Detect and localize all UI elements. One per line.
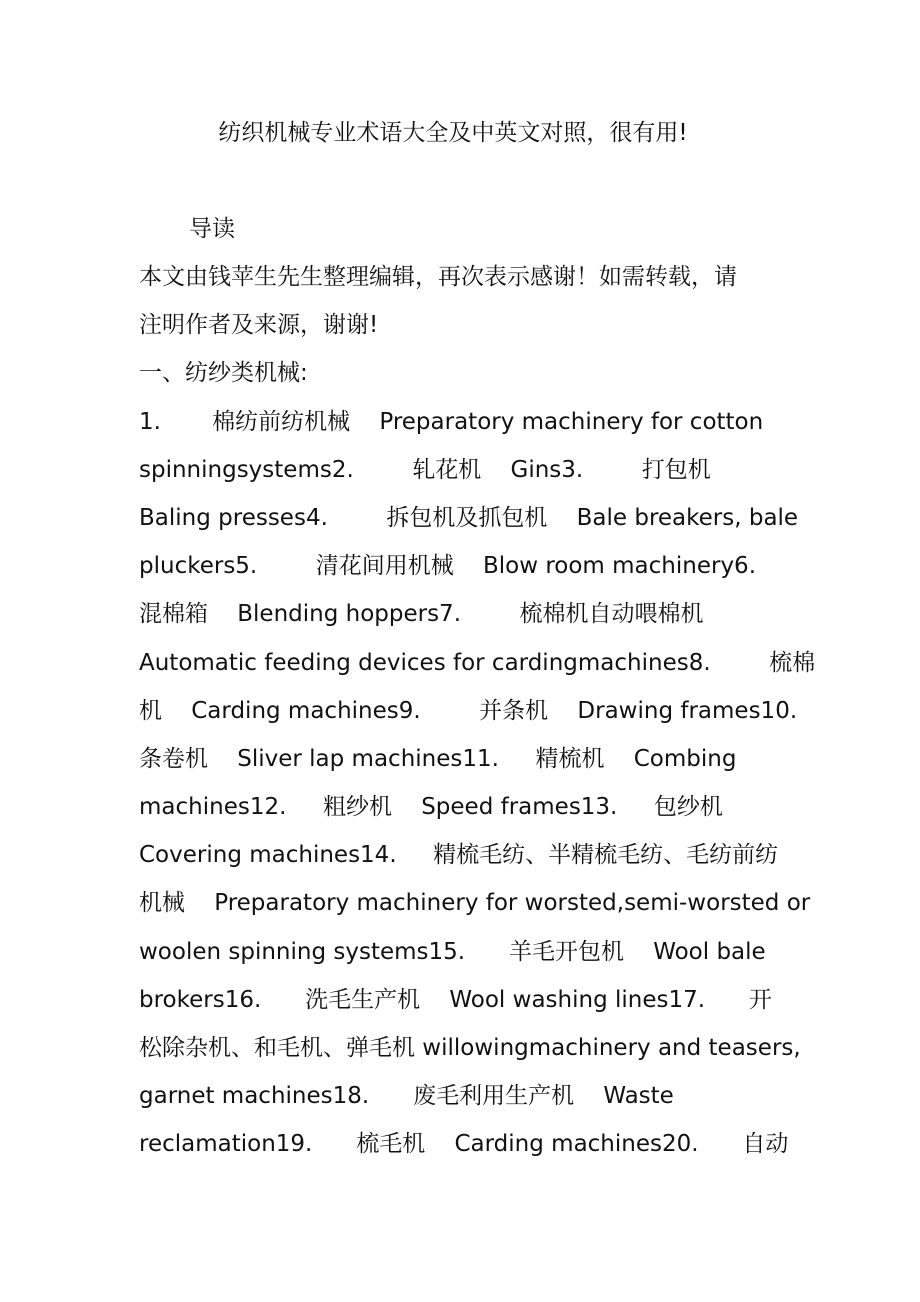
section-heading: 一、纺纱类机械: <box>139 360 308 387</box>
body-line: 条卷机 Sliver lap machines11. 精梳机 Combing <box>139 745 737 772</box>
body-line: reclamation19. 梳毛机 Carding machines20. 自动 <box>139 1131 789 1158</box>
intro-heading: 导读 <box>189 216 235 242</box>
body-line: 本文由钱苹生先生整理编辑，再次表示感谢！如需转载，请 <box>139 264 737 290</box>
body-line: spinningsystems2. 轧花机 Gins3. 打包机 <box>139 456 711 483</box>
body-line: woolen spinning systems15. 羊毛开包机 Wool bale <box>139 938 766 965</box>
body-line: Covering machines14. 精梳毛纺、半精梳毛纺、毛纺前纺 <box>139 842 779 869</box>
body-line: garnet machines18. 废毛利用生产机 Waste <box>139 1083 674 1110</box>
body-line: 1. 棉纺前纺机械 Preparatory machinery for cotton <box>139 408 764 435</box>
body-line: brokers16. 洗毛生产机 Wool washing lines17. 开 <box>139 986 772 1013</box>
body-line: 混棉箱 Blending hoppers7. 梳棉机自动喂棉机 <box>139 601 704 628</box>
body-line: 机械 Preparatory machinery for worsted,semi-worsted or <box>139 890 811 917</box>
body-line: 机 Carding machines9. 并条机 Drawing frames10. <box>139 697 798 724</box>
body-line: machines12. 粗纱机 Speed frames13. 包纱机 <box>139 794 723 821</box>
body-line: 注明作者及来源，谢谢! <box>139 312 379 339</box>
body-line: pluckers5. 清花间用机械 Blow room machinery6. <box>139 553 757 580</box>
body-line: Baling presses4. 拆包机及抓包机 Bale breakers, bale <box>139 504 799 531</box>
document-body <box>139 257 839 1173</box>
body-line: Automatic feeding devices for cardingmachines8. 梳棉 <box>139 649 816 676</box>
document-title: 纺织机械专业术语大全及中英文对照，很有用! <box>218 120 688 146</box>
body-line: 松除杂机、和毛机、弹毛机 willowingmachinery and teasers, <box>139 1035 801 1061</box>
